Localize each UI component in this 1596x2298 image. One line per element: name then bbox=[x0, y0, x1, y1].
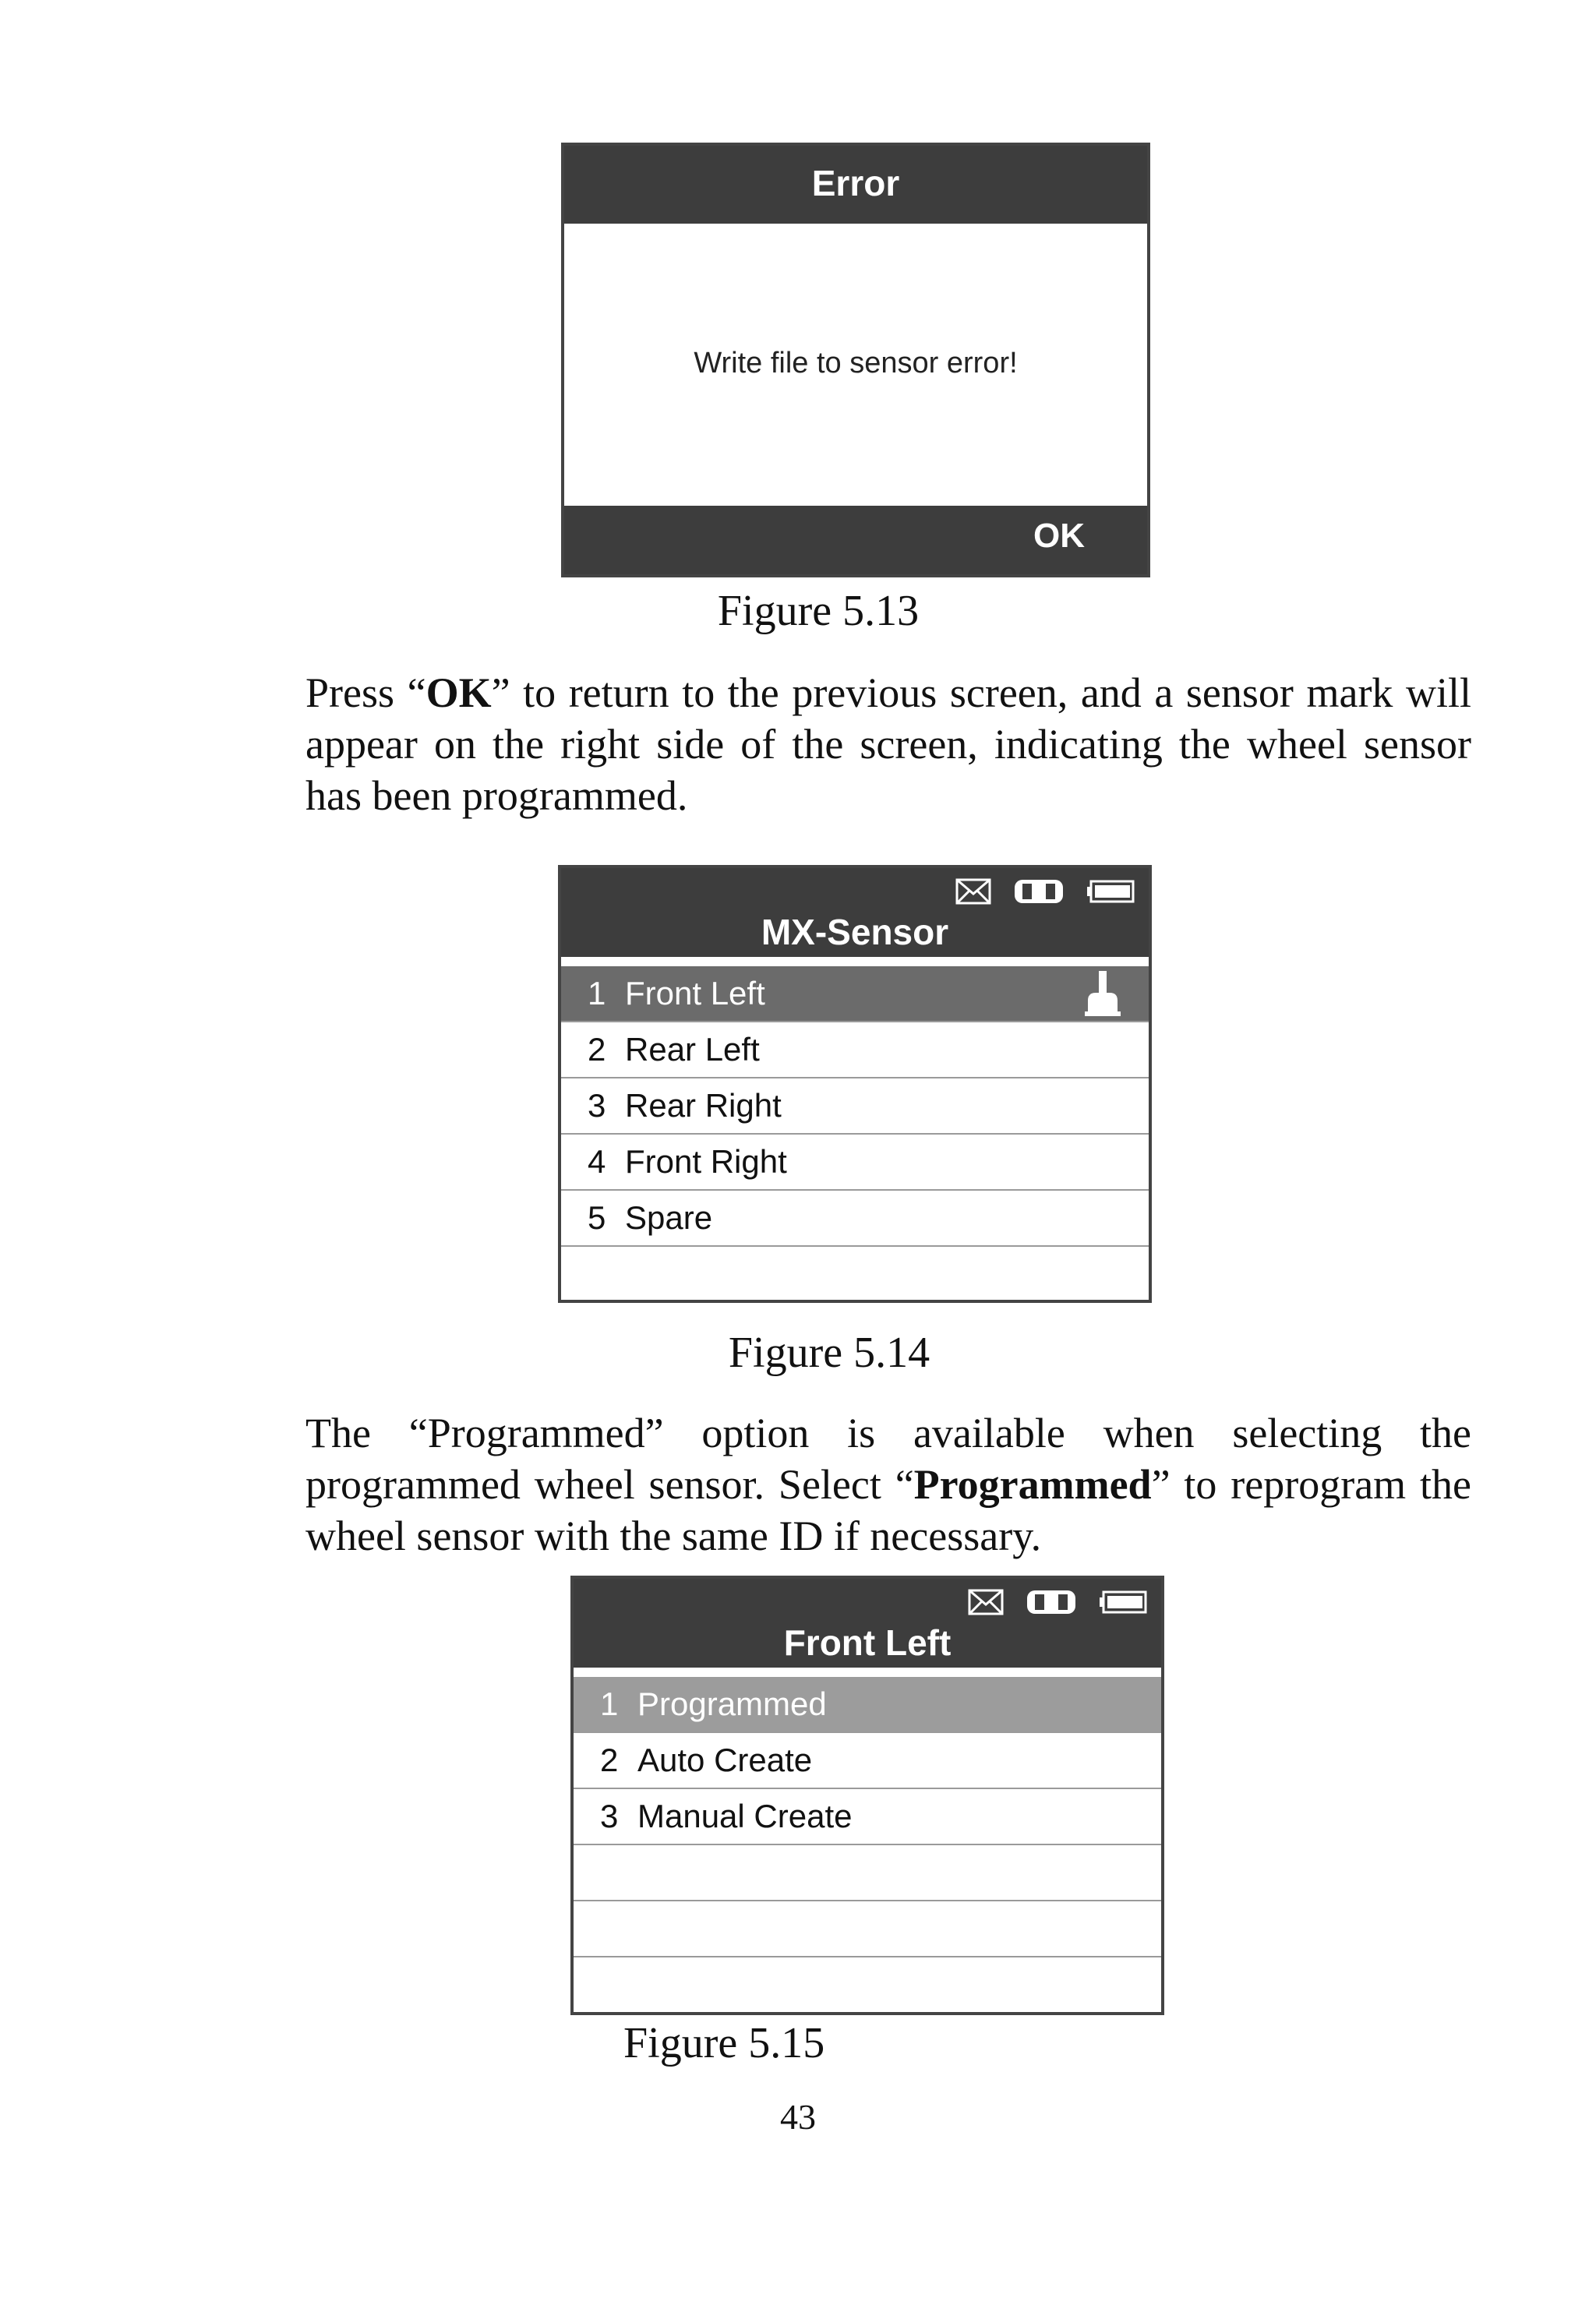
list-item-empty bbox=[574, 1957, 1161, 2014]
programmed-bold: Programmed bbox=[913, 1461, 1152, 1508]
battery-icon bbox=[1099, 1590, 1147, 1615]
car-icon bbox=[1024, 1587, 1079, 1617]
list-item-rear-left[interactable]: 2 Rear Left bbox=[561, 1022, 1149, 1078]
battery-icon bbox=[1086, 879, 1135, 904]
error-title: Error bbox=[811, 163, 900, 203]
paragraph-programmed-option: The “Programmed” option is available when selecting the programmed wheel sensor. Select “Programmed” to reprogram the wheel sensor with the same ID if necessary. bbox=[305, 1410, 1471, 1559]
ok-bold: OK bbox=[425, 669, 492, 716]
list-item-rear-right[interactable]: 3 Rear Right bbox=[561, 1078, 1149, 1135]
page-number: 43 bbox=[780, 2097, 816, 2137]
error-screen bbox=[561, 143, 1150, 577]
front-left-title: Front Left bbox=[783, 1622, 952, 1663]
list-item-programmed[interactable]: 1 Programmed bbox=[574, 1677, 1161, 1733]
mail-icon bbox=[955, 878, 991, 905]
mx-sensor-title: MX-Sensor bbox=[761, 912, 949, 952]
error-title-bar bbox=[564, 146, 1147, 224]
list-item-empty bbox=[561, 1247, 1149, 1303]
mx-sensor-title-bar bbox=[561, 868, 1149, 957]
front-left-title-bar bbox=[574, 1579, 1161, 1668]
list-item-front-left[interactable]: 1 Front Left bbox=[561, 966, 1149, 1022]
front-left-screen bbox=[570, 1576, 1164, 2015]
wheel-list bbox=[561, 966, 1149, 1303]
list-item-empty bbox=[574, 1901, 1161, 1957]
figure-caption-5-15: Figure 5.15 bbox=[623, 2019, 825, 2067]
list-item-auto-create[interactable]: 2 Auto Create bbox=[574, 1733, 1161, 1789]
tire-sensor-icon bbox=[1083, 969, 1122, 1018]
list-item-manual-create[interactable]: 3 Manual Create bbox=[574, 1789, 1161, 1845]
error-footer-bar bbox=[564, 506, 1147, 574]
status-icons bbox=[968, 1587, 1147, 1618]
figure-caption-5-13: Figure 5.13 bbox=[717, 587, 920, 635]
list-item-front-right[interactable]: 4 Front Right bbox=[561, 1135, 1149, 1191]
error-message: Write file to sensor error! bbox=[694, 347, 1018, 379]
car-icon bbox=[1012, 877, 1066, 906]
paragraph-ok-instructions: Press “OK” to return to the previous screen, and a sensor mark will appear on the right side of the screen, indicating the wheel sensor has been programmed. bbox=[305, 669, 1472, 819]
mx-sensor-screen bbox=[558, 865, 1152, 1303]
ok-button[interactable]: OK bbox=[1033, 517, 1085, 555]
list-item-empty bbox=[574, 1845, 1161, 1901]
status-icons bbox=[955, 876, 1135, 907]
list-item-spare[interactable]: 5 Spare bbox=[561, 1191, 1149, 1247]
option-list bbox=[574, 1677, 1161, 2014]
figure-caption-5-14: Figure 5.14 bbox=[728, 1329, 930, 1377]
mail-icon bbox=[968, 1589, 1004, 1615]
